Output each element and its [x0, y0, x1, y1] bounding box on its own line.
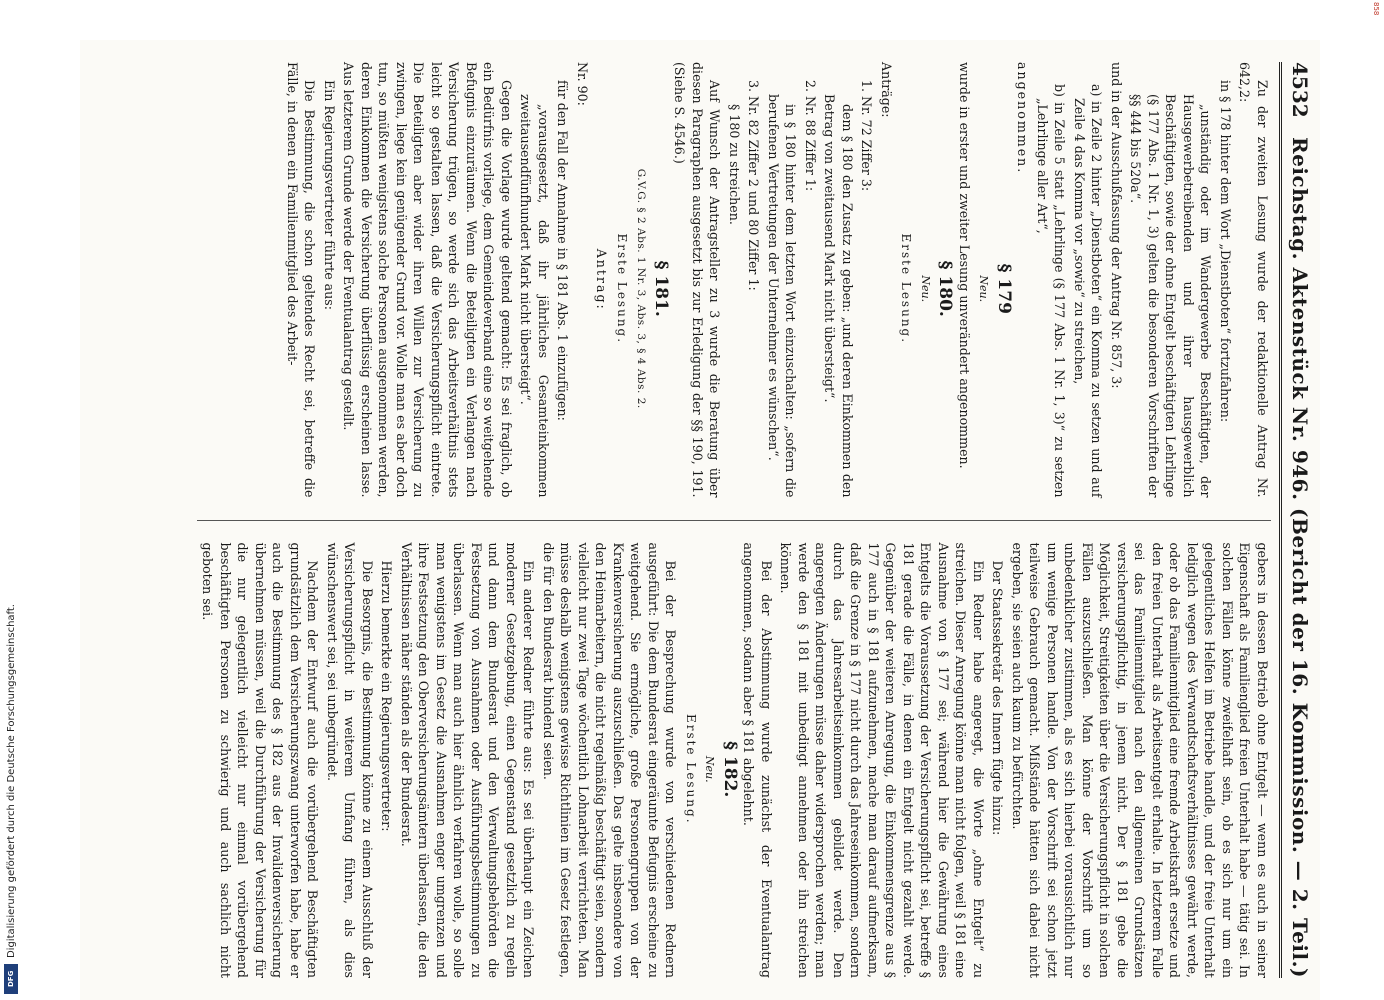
section-subheading: Neu.: [919, 275, 932, 303]
credit-text: Digitalisierung gefördert durch die Deutsche Forschungsgemeinschaft.: [5, 603, 17, 958]
document-page: [80, 40, 1320, 1000]
quotation: „unständig oder im Wandergewerbe Beschäftigten, der Hausgewerbetreibenden und ihrer hausgewerblich Beschäftigten, sowie der ohne Entgelt beschäftigten Lehrlinge (§ 177 Abs. 1 Nr. 1, 3) gelten die besonderen Vorschriften der §§ 444 bis 520a“.: [1128, 94, 1214, 498]
paragraph: Auf Wunsch der Antragsteller zu 3 wurde die Beratung über diesen Paragraphen ausgesetzt bis zur Erledigung der §§ 190, 191. (Siehe S. 4546.): [672, 62, 723, 498]
paragraph: Gegen die Vorlage wurde geltend gemacht: Es sei fraglich, ob ein Bedürfnis vorliege, dem Gemeindeverband eine so weitgehende Befugnis einzuräumen. Wenn die Beteiligten ein Verlangen nach Versicherung trügen, so werde sich das Arbeitsverhältnis stets leicht so gestalten lassen, daß die Versicherungspflicht eintrete. Die Beteiligten aber wider ihren Willen zur Versicherung zu zwingen, liege kein genügender Grund vor. Wolle man es aber doch tun, so müßten wenigstens solche Personen ausgenommen werden, deren Einkommen die Versicherung überflüssig erscheinen lasse. Aus letzterem Grunde werde der Eventualantrag gestellt.: [341, 62, 514, 498]
paragraph: Nachdem der Entwurf auch die vorübergehend Beschäftigten grundsätzlich dem Versicherungszwang unterworfen habe, habe er auch die Bestimmung des § 182 aus der Invalidenversicherung übernehmen müssen, weil die Durchführung der Versicherung für die nur gelegentlich vielleicht nur einmal vorübergehend beschäftigten Personen zu schwierig und auch sachlich nicht geboten sei.: [200, 542, 321, 978]
paragraph: in § 178 hinter dem Wort „Dienstboten“ fortzufahren:: [1218, 80, 1233, 423]
right-column: [197, 542, 1271, 978]
paragraph: Hierzu bemerkte ein Regierungsvertreter:: [379, 560, 395, 832]
list-item: 3. Nr. 82 Ziffer 2 und 80 Ziffer 1:: [746, 80, 762, 291]
quotation: dem § 180 den Zusatz zu geben: „und deren Einkommen den Betrag von zweitausend Mark nicht übersteigt“.: [822, 94, 855, 498]
list-item: 1. Nr. 72 Ziffer 3:: [859, 80, 875, 192]
section-heading: § 179: [994, 263, 1014, 314]
paragraph: für den Fall der Annahme in § 181 Abs. 1 einzufügen:: [555, 80, 571, 421]
section-heading: § 180.: [935, 260, 956, 317]
section-reference: G.V.G. § 2 Abs. 1 Nr. 3, Abs. 3, § 4 Abs. 2.: [635, 168, 648, 409]
paragraph: Ein anderer Redner führte aus: Es sei überhaupt ein Zeichen moderner Gesetzgebung, einen Gegenstand gesetzlich zu regeln und dann dem Bundesrat und den Verwaltungsbehörden die Festsetzung von Ausnahmen oder Ausführungsbestimmungen zu überlassen. Wenn man auch hier ähnlich verfahren wolle, so solle man wenigstens im Gesetz die Ausnahmen enger umgrenzen und ihre Festsetzung den Oberversicherungsämtern überlassen, die den Verhältnissen näher ständen als der Bundesrat.: [399, 542, 537, 978]
paragraph: Ein Redner habe angeregt, die Worte „ohne Entgelt“ zu streichen. Dieser Anregung könne man nicht folgen, weil § 181 eine Ausnahme von § 177 sei; während hier die Gewährung eines Entgelts die Voraussetzung der Versicherungspflicht sei, betreffe § 181 gerade die Fälle, in denen ein Entgelt nicht gezahlt werde. Gegenüber der weiteren Anregung, die Einkommensgrenze aus § 177 auch in § 181 aufzunehmen, mache man darauf aufmerksam, daß die Grenze in § 177 nicht durch das Jahreseinkommen, sondern durch das Jahresarbeitseinkommen gebildet werde. Den angeregten Änderungen müsse daher widersprochen werden; man werde den § 181 mit unbedingt annehmen oder ihn streichen können.: [778, 542, 986, 978]
reading-label: Erste Lesung.: [615, 233, 629, 345]
page-number: 4532: [1288, 62, 1312, 118]
paragraph-label: Anträge:: [879, 62, 894, 118]
page-header: [1279, 62, 1312, 978]
quotation: § 180 zu streichen.: [727, 104, 742, 225]
digitization-credit: [0, 0, 22, 1000]
paragraph: Der Staatssekretär des Innern fügte hinzu:: [990, 560, 1006, 836]
reading-label: Erste Lesung.: [899, 233, 914, 345]
reading-label: Erste Lesung.: [684, 713, 698, 825]
text-columns: [197, 62, 1271, 978]
paragraph: Die Besorgnis, die Bestimmung könne zu einem Ausschluß der Versicherungspflicht in weiterem Umfang führen, als dies wünschenswert sei, sei unbegründet.: [325, 542, 375, 978]
section-subheading: Neu.: [703, 755, 717, 783]
left-column: [197, 62, 1271, 498]
running-title: Reichstag. Aktenstück Nr. 946. (Bericht der 16. Kommission. — 2. Teil.): [1288, 136, 1312, 978]
paragraph-label: Nr. 90:: [575, 62, 590, 106]
paragraph: wurde in erster und zweiter Lesung unverändert angenommen.: [957, 62, 972, 469]
paragraph-label: Antrag:: [594, 248, 610, 311]
paragraph: und in der Ausschußfassung der Antrag Nr. 857, 3:: [1109, 62, 1124, 389]
list-item: a) in Zeile 2 hinter „Dienstboten“ ein Komma zu setzen und auf Zeile 4 das Komma vor „sowie“ zu streichen,: [1072, 84, 1105, 498]
section-subheading: Neu.: [977, 275, 991, 303]
paragraph: Bei der Abstimmung wurde zunächst der Eventualantrag angenommen, sodann aber § 181 abgelehnt.: [741, 542, 774, 978]
quotation: in § 180 hinter dem letzten Wort einzuschalten: „sofern die berufenen Vertretungen der Unternehmer es wünschen“.: [766, 94, 799, 498]
paragraph: Bei der Besprechung wurde von verschiedenen Rednern ausgeführt: Die dem Bundesrat eingeräumte Befugnis erscheine zu weitgehend. Sie ermögliche, große Personengruppen von der Krankenversicherung auszuschließen. Das gelte insbesondere von den Heimarbeitern, die nicht regelmäßig beschäftigt seien, sondern vielleicht nur zwei Tage wöchentlich Lohnarbeit verrichteten. Man müsse deshalb wenigstens gewisse Richtlinien im Gesetz festlegen, die für den Bundesrat bindend seien.: [541, 542, 679, 978]
paragraph: Zu der zweiten Lesung wurde der redaktionelle Antrag Nr. 642,2:: [1237, 62, 1270, 498]
page-marker: 858: [1372, 2, 1380, 16]
column-divider: [197, 520, 1271, 521]
section-heading: § 181.: [651, 260, 671, 317]
paragraph: gebers in dessen Betrieb ohne Entgelt — wenn es auch in seiner Eigenschaft als Familienglied freien Unterhalt habe — tätig sei. In solchen Fällen könne zweifelhaft sein, ob es sich nur um ein gelegentliches Helfen im Betriebe handle, und der freie Unterhalt lediglich wegen des Verwandtschaftsverhältnisses gewährt werde, oder ob das Familienmitglied eine fremde Arbeitskraft ersetze und den freien Unterhalt als Arbeitsentgelt erhalte. In letzterem Falle sei das Familienmitglied nach den allgemeinen Grundsätzen versicherungspflichtig, in jenem nicht. Der § 181 gebe die Möglichkeit, Streitigkeiten über die Versicherungspflicht in solchen Fällen auszuschließen. Man könne der Vorschrift um so unbedenklicher zustimmen, als es sich hierbei voraussichtlich nur um wenige Personen handle. Von der Vorschrift sei schon jetzt teilweise Gebrauch gemacht. Mißstände hätten sich dabei nicht ergeben, sie seien auch kaum zu befürchten.: [1010, 542, 1270, 978]
paragraph: angenommen.: [1015, 62, 1031, 175]
paragraph: Ein Regierungsvertreter führte aus:: [322, 80, 337, 310]
dfg-logo-icon: DFG: [4, 964, 18, 994]
list-item: 2. Nr. 88 Ziffer 1:: [803, 80, 818, 192]
quotation: „vorausgesetzt, daß ihr jährliches Gesamteinkommen zweitausendfünfhundert Mark nicht übersteigt“.: [518, 94, 551, 498]
section-heading: § 182.: [720, 741, 740, 798]
list-item: b) in Zeile 5 statt „Lehrlinge (§ 177 Abs. 1 Nr. 1, 3)“ zu setzen „Lehrlinge aller Art“,: [1035, 84, 1068, 498]
paragraph: Die Bestimmung, die schon geltendes Recht sei, betreffe die Fälle, in denen ein Familienmitglied des Arbeit-: [285, 62, 318, 498]
